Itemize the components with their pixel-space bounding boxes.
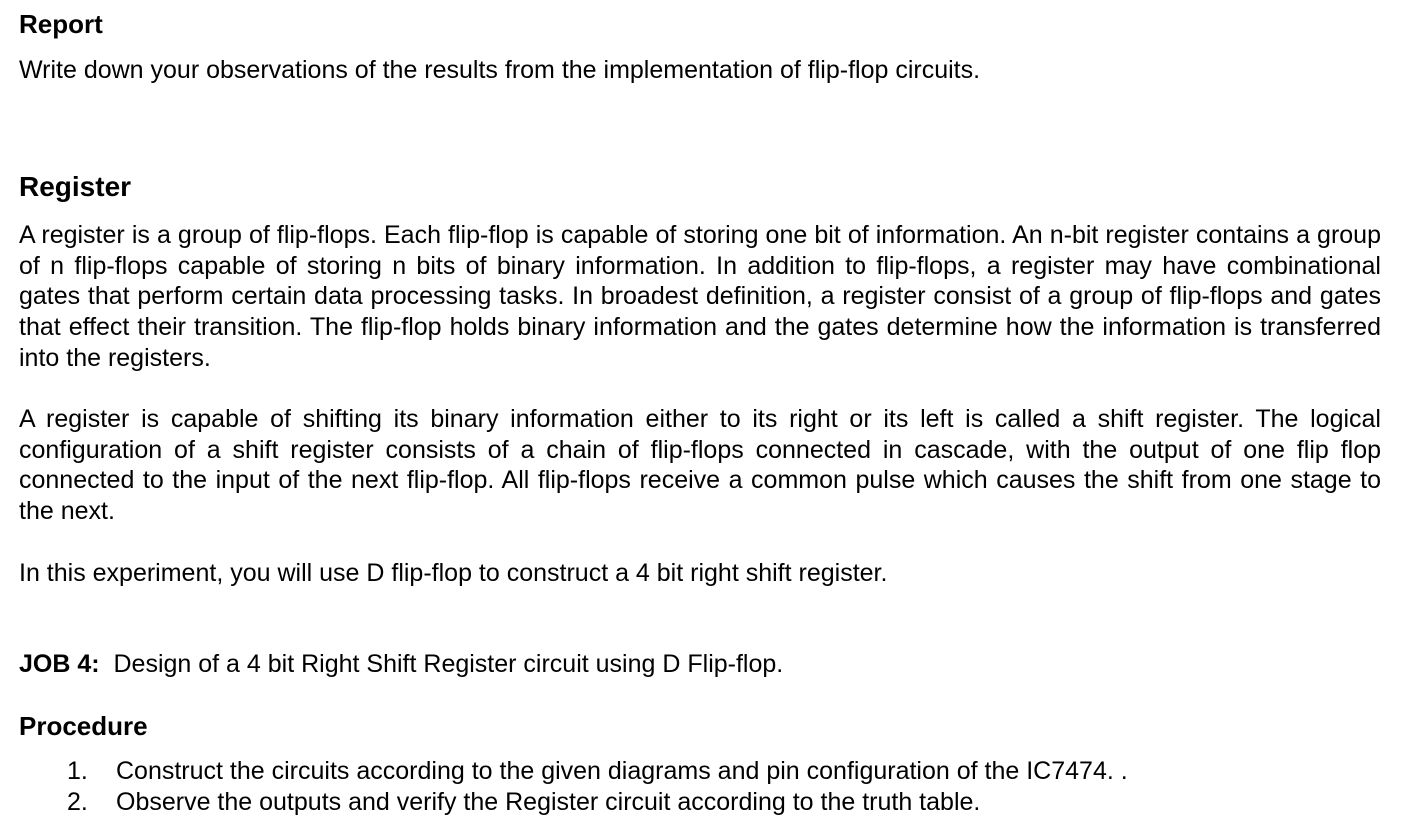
experiment-statement: In this experiment, you will use D flip-flop to construct a 4 bit right shift register. [19, 559, 888, 587]
register-paragraph-1: A register is a group of flip-flops. Each flip-flop is capable of storing one bit of information. An n-bit register contains a group of n flip-flops capable of storing n bits of binary information. In addition to flip-flops, a register may have combinational gates that perform certain data processing tasks. In broadest definition, a register consist of a group of flip-flops and gates that effect their transition. The flip-flop holds binary information and the gates determine how the information is transferred into the registers. [19, 221, 1381, 372]
job-label: JOB 4: [19, 650, 100, 678]
step-number: 2. [67, 788, 88, 816]
procedure-heading: Procedure [19, 711, 148, 741]
register-heading: Register [19, 171, 132, 202]
register-paragraph-2: A register is capable of shifting its binary information either to its right or its left is called a shift register. The logical configuration of a shift register consists of a chain of flip-flops connected in cascade, with the output of one flip flop connected to the input of the next flip-flop. All flip-flops receive a common pulse which causes the shift from one stage to the next. [19, 405, 1381, 526]
step-text: Construct the circuits according to the given diagrams and pin configuration of the IC7474. . [116, 757, 1128, 785]
step-number: 1. [67, 757, 88, 785]
job-title: Design of a 4 bit Right Shift Register circuit using D Flip-flop. [113, 650, 784, 678]
step-text: Observe the outputs and verify the Register circuit according to the truth table. [116, 788, 981, 816]
report-heading: Report [19, 9, 103, 39]
report-instruction: Write down your observations of the results from the implementation of flip-flop circuits. [19, 56, 981, 84]
job-line [19, 648, 783, 680]
